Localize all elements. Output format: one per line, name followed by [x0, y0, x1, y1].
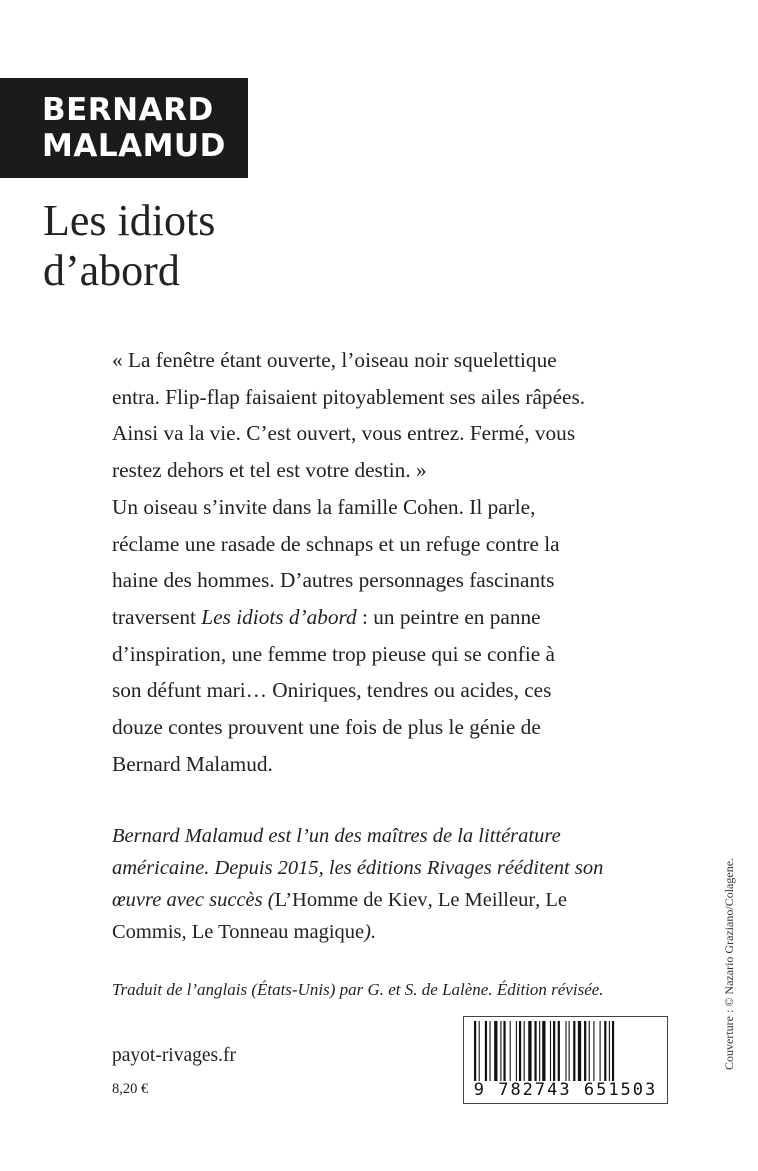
barcode-bar	[604, 1021, 606, 1081]
barcode-bar	[494, 1021, 497, 1081]
barcode-bar	[589, 1021, 590, 1081]
bio-text: ).	[364, 921, 377, 943]
barcode-bar	[500, 1021, 501, 1081]
barcode-bar	[550, 1021, 551, 1081]
bio-text: ,	[427, 889, 438, 911]
summary-line	[112, 599, 678, 636]
barcode-bar	[600, 1021, 601, 1081]
bio-text: œuvre avec succès (	[112, 889, 275, 911]
barcode-bar	[553, 1021, 555, 1081]
barcode-bar	[609, 1021, 610, 1081]
quote-line: « La fenêtre étant ouverte, l’oiseau noir squelettique	[112, 348, 557, 372]
barcode-bar	[565, 1021, 566, 1081]
barcode-bar	[542, 1021, 545, 1081]
summary-line: haine des hommes. D’autres personnages fascinants	[112, 568, 555, 593]
author-bio	[112, 820, 680, 948]
author-last-name: MALAMUD	[42, 128, 226, 164]
work-title: Le	[545, 889, 568, 911]
bio-line	[112, 916, 680, 948]
quote-line: Ainsi va la vie. C’est ouvert, vous entrez. Fermé, vous	[112, 421, 576, 446]
title-line-2: d’abord	[43, 246, 180, 295]
barcode-bar	[534, 1021, 536, 1081]
summary-line: Bernard Malamud.	[112, 751, 273, 776]
barcode-bar	[503, 1021, 505, 1081]
barcode-bar	[593, 1021, 594, 1081]
quote-line: entra. Flip-flap faisaient pitoyablement ses ailes râpées.	[112, 384, 586, 409]
barcode-bar	[558, 1021, 560, 1081]
translation-credit: Traduit de l’anglais (États-Unis) par G. et S. de Lalène. Édition révisée.	[112, 980, 604, 999]
barcode-bar	[490, 1021, 491, 1081]
summary-paragraph	[112, 489, 678, 783]
barcode-bar	[569, 1021, 570, 1081]
isbn-digits: 9 782743 651503	[473, 1080, 658, 1100]
author-banner	[0, 78, 248, 178]
work-title: Le Meilleur	[437, 889, 536, 911]
barcode-bar	[510, 1021, 511, 1081]
bio-line	[112, 884, 680, 916]
barcode-bar	[474, 1021, 476, 1081]
cover-credit: Couverture : © Nazario Graziano/Colagene.	[722, 857, 736, 1070]
summary-text: traversent	[112, 604, 202, 629]
barcode-bar	[584, 1021, 586, 1081]
summary-line: réclame une rasade de schnaps et un refuge contre la	[112, 531, 560, 556]
book-title	[43, 196, 443, 296]
back-cover-blurb	[112, 342, 678, 782]
barcode-bar	[524, 1021, 525, 1081]
bio-text: ,	[535, 889, 546, 911]
barcode-bar	[573, 1021, 575, 1081]
barcode-bar	[519, 1021, 521, 1081]
summary-line: d’inspiration, une femme trop pieuse qui se confie à	[112, 641, 555, 666]
epigraph-quote	[112, 342, 678, 489]
barcode-bars	[474, 1021, 659, 1081]
quote-line: restez dehors et tel est votre destin. »	[112, 458, 427, 483]
work-title: L’Homme de Kiev	[274, 889, 428, 911]
price: 8,20 €	[112, 1081, 149, 1097]
book-title-inline: Les idiots d’abord	[201, 604, 357, 629]
barcode-bar	[528, 1021, 531, 1081]
bio-line: américaine. Depuis 2015, les éditions Rivages rééditent son	[112, 857, 604, 879]
title-line-1: Les idiots	[43, 196, 216, 245]
work-title: Le Tonneau magique	[191, 921, 365, 943]
summary-line: Un oiseau s’invite dans la famille Cohen. Il parle,	[112, 494, 536, 519]
summary-line: douze contes prouvent une fois de plus le génie de	[112, 715, 541, 740]
bio-line: Bernard Malamud est l’un des maîtres de la littérature	[112, 825, 561, 847]
work-title: Commis	[112, 921, 182, 943]
isbn-barcode	[463, 1016, 668, 1104]
bio-text: ,	[181, 921, 192, 943]
barcode-bar	[485, 1021, 487, 1081]
barcode-bar	[539, 1021, 540, 1081]
barcode-bar	[578, 1021, 581, 1081]
summary-line: son défunt mari… Oniriques, tendres ou acides, ces	[112, 678, 552, 703]
summary-text: : un peintre en panne	[356, 604, 541, 629]
barcode-bar	[479, 1021, 480, 1081]
barcode-bar	[612, 1021, 614, 1081]
publisher-website: payot-rivages.fr	[112, 1045, 236, 1066]
barcode-bar	[516, 1021, 517, 1081]
author-first-name: BERNARD	[42, 92, 214, 128]
